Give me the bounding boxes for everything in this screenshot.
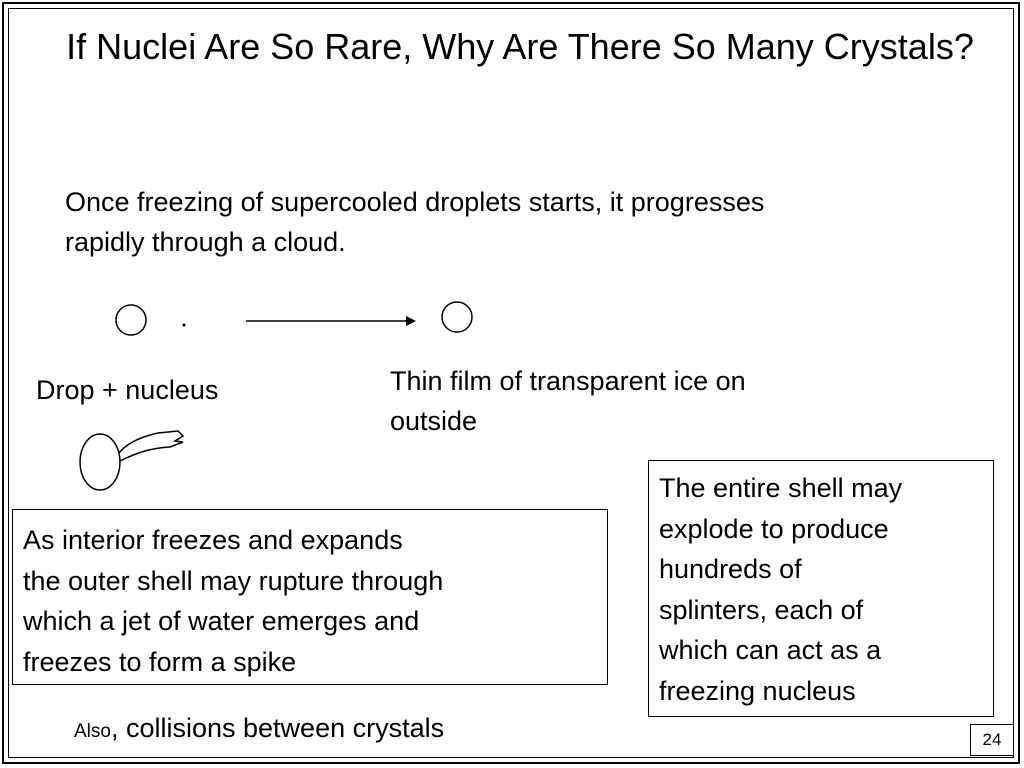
slide-title: If Nuclei Are So Rare, Why Are There So Many Crystals? xyxy=(66,26,974,67)
also-text: , collisions between crystals xyxy=(110,713,445,743)
ice-drop-circle xyxy=(442,302,472,332)
arrow-head xyxy=(406,316,416,326)
rupture-line: As interior freezes and expands xyxy=(23,525,403,555)
spiked-drop xyxy=(80,434,120,490)
drop-nucleus-label: Drop + nucleus xyxy=(36,375,219,405)
nucleus-dot xyxy=(183,324,186,327)
shell-line: which can act as a xyxy=(659,635,882,665)
shell-line: explode to produce xyxy=(659,513,889,544)
intro-text: Once freezing of supercooled droplets starts, it progresses rapidly through a cloud. xyxy=(65,187,765,257)
shell-line: freezing nucleus xyxy=(659,675,856,706)
rupture-line: which a jet of water emerges and xyxy=(23,606,420,636)
shell-line: hundreds of xyxy=(659,554,802,584)
ice-spike xyxy=(119,431,183,461)
also-note xyxy=(74,708,444,752)
shell-explosion-textbox xyxy=(648,460,994,717)
rupture-line: freezes to form a spike xyxy=(23,646,297,677)
shell-line: splinters, each of xyxy=(659,594,864,625)
page-number: 24 xyxy=(970,724,1014,756)
ice-film-label: Thin film of transparent ice on outside xyxy=(390,366,746,436)
also-prefix: Also xyxy=(74,721,111,742)
rupture-textbox xyxy=(12,509,608,685)
shell-line: The entire shell may xyxy=(659,473,903,503)
rupture-line: the outer shell may rupture through xyxy=(23,565,444,596)
drop-circle xyxy=(116,305,146,335)
